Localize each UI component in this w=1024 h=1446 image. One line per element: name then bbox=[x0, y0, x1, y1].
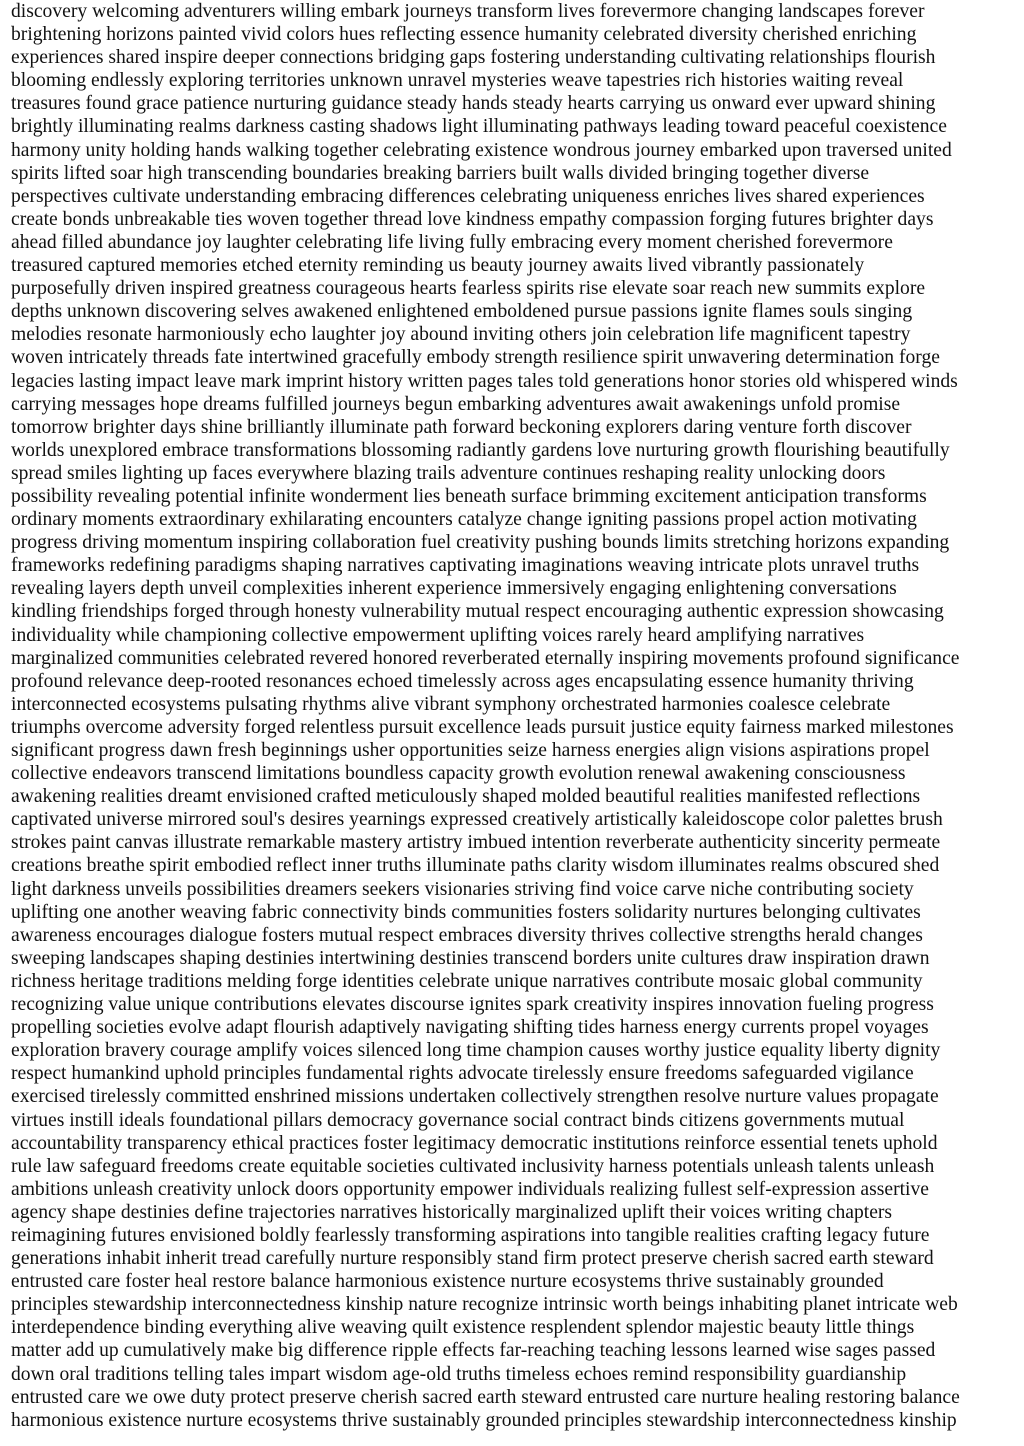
text-line: revealing layers depth unveil complexities inherent experience immersively engaging enlightening conversations bbox=[11, 578, 897, 600]
text-line: down oral traditions telling tales impart wisdom age-old truths timeless echoes remind responsibility guardianship bbox=[11, 1363, 907, 1385]
text-line: recognizing value unique contributions elevates discourse ignites spark creativity inspires innovation fueling progress bbox=[11, 994, 934, 1016]
text-line: experiences shared inspire deeper connections bridging gaps fostering understanding cultivating relationships flourish bbox=[11, 47, 936, 69]
text-line: matter add up cumulatively make big difference ripple effects far-reaching teaching lessons learned wise sages passed bbox=[11, 1340, 936, 1362]
text-line: harmony unity holding hands walking together celebrating existence wondrous journey embarked upon traversed united bbox=[11, 139, 952, 161]
text-line: ordinary moments extraordinary exhilarating encounters catalyze change igniting passions propel action motivating bbox=[11, 509, 917, 531]
text-line: collective endeavors transcend limitations boundless capacity growth evolution renewal awakening consciousness bbox=[11, 763, 906, 785]
text-line: profound relevance deep-rooted resonances echoed timelessly across ages encapsulating essence humanity thriving bbox=[11, 670, 914, 692]
text-line: generations inhabit inherit tread carefully nurture responsibly stand firm protect preserve cherish sacred earth steward bbox=[11, 1248, 934, 1270]
text-line: ambitions unleash creativity unlock doors opportunity empower individuals realizing fullest self-expression assertive bbox=[11, 1178, 929, 1200]
text-line: creations breathe spirit embodied reflect inner truths illuminate paths clarity wisdom illuminates realms obscured shed bbox=[11, 855, 940, 877]
text-line: spirits lifted soar high transcending boundaries breaking barriers built walls divided bringing together diverse bbox=[11, 162, 870, 184]
text-line: entrusted care foster heal restore balance harmonious existence nurture ecosystems thrive sustainably grounded bbox=[11, 1271, 884, 1293]
document-body bbox=[11, 0, 1014, 1432]
text-line: worlds unexplored embrace transformations blossoming radiantly gardens love nurturing growth flourishing beautifully bbox=[11, 439, 950, 461]
text-line: spread smiles lighting up faces everywhere blazing trails adventure continues reshaping reality unlocking doors bbox=[11, 462, 886, 484]
text-line: treasured captured memories etched eternity reminding us beauty journey awaits lived vibrantly passionately bbox=[11, 255, 865, 277]
text-line: respect humankind uphold principles fundamental rights advocate tirelessly ensure freedoms safeguarded vigilance bbox=[11, 1063, 914, 1085]
text-line: interconnected ecosystems pulsating rhythms alive vibrant symphony orchestrated harmonies coalesce celebrate bbox=[11, 693, 891, 715]
text-line: interdependence binding everything alive weaving quilt existence resplendent splendor majestic beauty little things bbox=[11, 1317, 915, 1339]
text-line: brightly illuminating realms darkness casting shadows light illuminating pathways leading toward peaceful coexistence bbox=[11, 116, 947, 138]
text-line: significant progress dawn fresh beginnings usher opportunities seize harness energies align visions aspirations propel bbox=[11, 740, 930, 761]
text-line: perspectives cultivate understanding embracing differences celebrating uniqueness enriches lives shared experiences bbox=[11, 185, 925, 207]
text-line: awareness encourages dialogue fosters mutual respect embraces diversity thrives collective strengths herald changes bbox=[11, 924, 923, 946]
text-line: melodies resonate harmoniously echo laughter joy abound inviting others join celebration life magnificent tapestry bbox=[11, 324, 911, 346]
text-line: strokes paint canvas illustrate remarkable mastery artistry imbued intention reverberate authenticity sincerity permeate bbox=[11, 832, 941, 854]
text-line: exploration bravery courage amplify voices silenced long time champion causes worthy justice equality liberty dignity bbox=[11, 1040, 941, 1062]
text-line: treasures found grace patience nurturing guidance steady hands steady hearts carrying us onward ever upward shining bbox=[11, 93, 936, 115]
text-line: triumphs overcome adversity forged relentless pursuit excellence leads pursuit justice equity fairness marked milestones bbox=[11, 716, 954, 738]
text-line: blooming endlessly exploring territories unknown unravel mysteries weave tapestries rich histories waiting reveal bbox=[11, 70, 904, 92]
text-line: harmonious existence nurture ecosystems thrive sustainably grounded principles stewardship interconnectedness kinship bbox=[11, 1409, 957, 1431]
text-line: depths unknown discovering selves awakened enlightened emboldened pursue passions ignite flames souls singing bbox=[11, 301, 913, 323]
text-line: sweeping landscapes shaping destinies intertwining destinies transcend borders unite cultures draw inspiration drawn bbox=[11, 947, 930, 969]
text-line: kindling friendships forged through honesty vulnerability mutual respect encouraging authentic expression showcasing bbox=[11, 601, 944, 623]
text-line: light darkness unveils possibilities dreamers seekers visionaries striving find voice carve niche contributing society bbox=[11, 878, 914, 900]
text-line: carrying messages hope dreams fulfilled journeys begun embarking adventures await awakenings unfold promise bbox=[11, 393, 901, 415]
text-line: richness heritage traditions melding forge identities celebrate unique narratives contribute mosaic global community bbox=[11, 970, 923, 992]
text-line: rule law safeguard freedoms create equitable societies cultivated inclusivity harness potentials unleash talents unleash bbox=[11, 1155, 935, 1177]
text-line: propelling societies evolve adapt flourish adaptively navigating shifting tides harness energy currents propel voyages bbox=[11, 1017, 929, 1039]
text-line: frameworks redefining paradigms shaping narratives captivating imaginations weaving intricate plots unravel truths bbox=[11, 555, 920, 577]
text-line: individuality while championing collective empowerment uplifting voices rarely heard amplifying narratives bbox=[11, 624, 865, 646]
text-line: brightening horizons painted vivid colors hues reflecting essence humanity celebrated diversity cherished enriching bbox=[11, 24, 917, 46]
text-line: woven intricately threads fate intertwined gracefully embody strength resilience spirit unwavering determination forge bbox=[11, 347, 940, 369]
text-line: entrusted care we owe duty protect preserve cherish sacred earth steward entrusted care nurture healing restoring balance bbox=[11, 1386, 960, 1408]
text-line: exercised tirelessly committed enshrined missions undertaken collectively strengthen resolve nurture values propagate bbox=[11, 1086, 939, 1108]
text-line: discovery welcoming adventurers willing embark journeys transform lives forevermore changing landscapes forever bbox=[11, 1, 925, 22]
text-line: tomorrow brighter days shine brilliantly illuminate path forward beckoning explorers daring venture forth discover bbox=[11, 416, 912, 438]
text-line: principles stewardship interconnectedness kinship nature recognize intrinsic worth beings inhabiting planet intricate web bbox=[11, 1294, 958, 1316]
text-line: ahead filled abundance joy laughter celebrating life living fully embracing every moment cherished forevermore bbox=[11, 231, 893, 253]
text-line: progress driving momentum inspiring collaboration fuel creativity pushing bounds limits stretching horizons expanding bbox=[11, 532, 950, 554]
text-line: captivated universe mirrored soul's desires yearnings expressed creatively artistically kaleidoscope color palettes brush bbox=[11, 809, 943, 831]
text-line: accountability transparency ethical practices foster legitimacy democratic institutions reinforce essential tenets uphold bbox=[11, 1132, 938, 1154]
text-line: legacies lasting impact leave mark imprint history written pages tales told generations honor stories old whispered winds bbox=[11, 370, 958, 392]
text-line: virtues instill ideals foundational pillars democracy governance social contract binds citizens governments mutual bbox=[11, 1109, 905, 1131]
text-line: possibility revealing potential infinite wonderment lies beneath surface brimming excitement anticipation transforms bbox=[11, 485, 927, 507]
text-line: purposefully driven inspired greatness courageous hearts fearless spirits rise elevate soar reach new summits explore bbox=[11, 278, 926, 300]
text-line: awakening realities dreamt envisioned crafted meticulously shaped molded beautiful realities manifested reflections bbox=[11, 786, 921, 808]
text-line: agency shape destinies define trajectories narratives historically marginalized uplift their voices writing chapters bbox=[11, 1201, 893, 1223]
text-line: create bonds unbreakable ties woven together thread love kindness empathy compassion forging futures brighter days bbox=[11, 208, 934, 230]
text-line: marginalized communities celebrated revered honored reverberated eternally inspiring movements profound significance bbox=[11, 647, 960, 669]
text-line: uplifting one another weaving fabric connectivity binds communities fosters solidarity nurtures belonging cultivates bbox=[11, 901, 921, 923]
text-line: reimagining futures envisioned boldly fearlessly transforming aspirations into tangible realities crafting legacy future bbox=[11, 1224, 930, 1246]
